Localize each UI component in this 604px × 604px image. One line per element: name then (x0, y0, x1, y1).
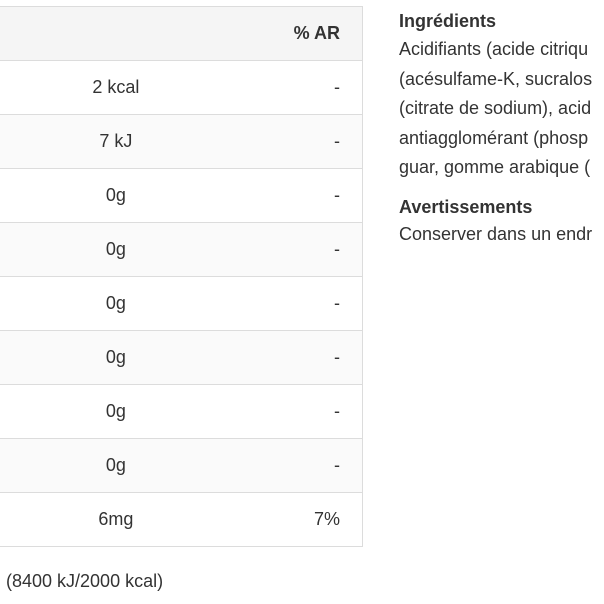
reference-intake-footnote: (8400 kJ/2000 kcal) (6, 571, 164, 591)
product-info-panel (399, 10, 604, 249)
row-ar: - (233, 277, 363, 331)
row-ar: - (233, 115, 363, 169)
table-row (0, 493, 363, 547)
table-row (0, 331, 363, 385)
ingredients-line: (acésulfame-K, sucralos (399, 68, 593, 89)
warnings-title: Avertissements (399, 196, 533, 217)
row-value: 0g (0, 385, 233, 439)
row-value: 0g (0, 223, 233, 277)
ingredients-title: Ingrédients (399, 11, 497, 31)
ingredients-text (399, 35, 604, 183)
table-row (0, 61, 363, 115)
row-value: 0g (0, 169, 233, 223)
table-row (0, 385, 363, 439)
nutrition-table-header (0, 7, 363, 61)
warnings-text (399, 220, 604, 250)
row-ar: - (233, 223, 363, 277)
row-value: 6mg (0, 493, 233, 547)
warnings-line: Conserver dans un endr (399, 223, 593, 244)
ingredients-line: guar, gomme arabique ( (399, 157, 591, 177)
nutrition-table (0, 6, 363, 547)
row-value: 0g (0, 439, 233, 493)
ingredients-line: antiagglomérant (phosp (399, 127, 589, 148)
header-ar-label: % AR (233, 7, 363, 61)
row-value: 0g (0, 277, 233, 331)
table-row (0, 439, 363, 493)
row-ar: - (233, 169, 363, 223)
row-ar: - (233, 439, 363, 493)
row-ar: - (233, 385, 363, 439)
table-row (0, 223, 363, 277)
table-row (0, 277, 363, 331)
table-row (0, 169, 363, 223)
ingredients-line: (citrate de sodium), acid (399, 98, 592, 118)
header-value-cell (0, 7, 233, 61)
row-ar: - (233, 331, 363, 385)
row-value: 2 kcal (0, 61, 233, 115)
row-value: 0g (0, 331, 233, 385)
ingredients-line: Acidifiants (acide citriqu (399, 39, 589, 59)
table-row (0, 115, 363, 169)
row-ar: - (233, 61, 363, 115)
row-ar: 7% (233, 493, 363, 547)
row-value: 7 kJ (0, 115, 233, 169)
